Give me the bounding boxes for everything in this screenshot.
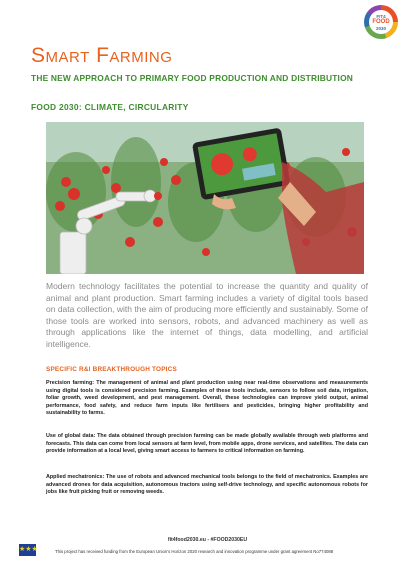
eu-flag-stars: ★★★ [19, 546, 38, 553]
page-title: Smart Farming [31, 44, 173, 67]
eu-flag-icon [19, 544, 36, 556]
topic-text: The management of animal and plant production using near real-time observations and measurements using digital tools is considered precision farming. Examples of these tools include, sensors to follow soil data, irrigation, foliar growth, weed development, and pest management. Overall, these technologies can improve yield output, animal performance, food safety, and reduce farm inputs like fertilisers and pesticides, bringing higher profitability and sustainability to farms. [46, 380, 368, 417]
farming-photo [46, 122, 364, 274]
funding-statement: This project has received funding from the European Union's Horizon 2020 research and innovation programme under grant agreement No774088 [55, 549, 334, 554]
farming-photo-illustration [46, 122, 364, 274]
page-tagline: FOOD 2030: CLIMATE, CIRCULARITY [31, 102, 189, 112]
topic-text: The data obtained through precision farming can be made globally available through web platforms and forecasts. This data can come from local sensors at farm level, from mobile apps, drone services, and satellites. The data can provide information at a local level, giving smart access to farmers to critical information on farming. [46, 433, 368, 455]
section-heading: SPECIFIC R&I BREAKTHROUGH TOPICS [46, 366, 177, 373]
topic-lead: Precision farming: [46, 380, 95, 386]
topic-text: The use of robots and advanced mechanical tools belongs to the field of mechatronics. Examples are advanced drones for data acquisition, autonomous tractors using self-drive technology, and specific autonomous robots for jobs like fruit picking fruit or removing weeds. [46, 474, 368, 496]
topic-lead: Applied mechatronics: [46, 474, 105, 480]
footer-website-link[interactable]: fit4food2030.eu - #FOOD2030EU [167, 537, 248, 543]
page-subtitle: THE NEW APPROACH TO PRIMARY FOOD PRODUCTION AND DISTRIBUTION [31, 73, 354, 83]
topic-precision-farming [46, 380, 368, 418]
logo-text-main: FOOD [372, 19, 390, 25]
topic-lead: Use of global data: [46, 433, 96, 439]
logo-text-bottom: 2030 [375, 26, 386, 31]
topic-global-data [46, 433, 368, 456]
fit4food2030-logo [364, 5, 398, 39]
topic-applied-mechatronics [46, 474, 368, 497]
intro-text: Modern technology facilitates the potential to increase the quantity and quality of animal and plant production. Smart farming includes a variety of digital tools based on data collection, with the aim of producing more efficiently and sustainably. Some of those tools are worked into sensors, robots, and advanced machinery as well as through applications like the internet of things, data modelling, and artificial intelligence. [46, 281, 368, 349]
logo-text-top: FIT4 [376, 14, 386, 19]
